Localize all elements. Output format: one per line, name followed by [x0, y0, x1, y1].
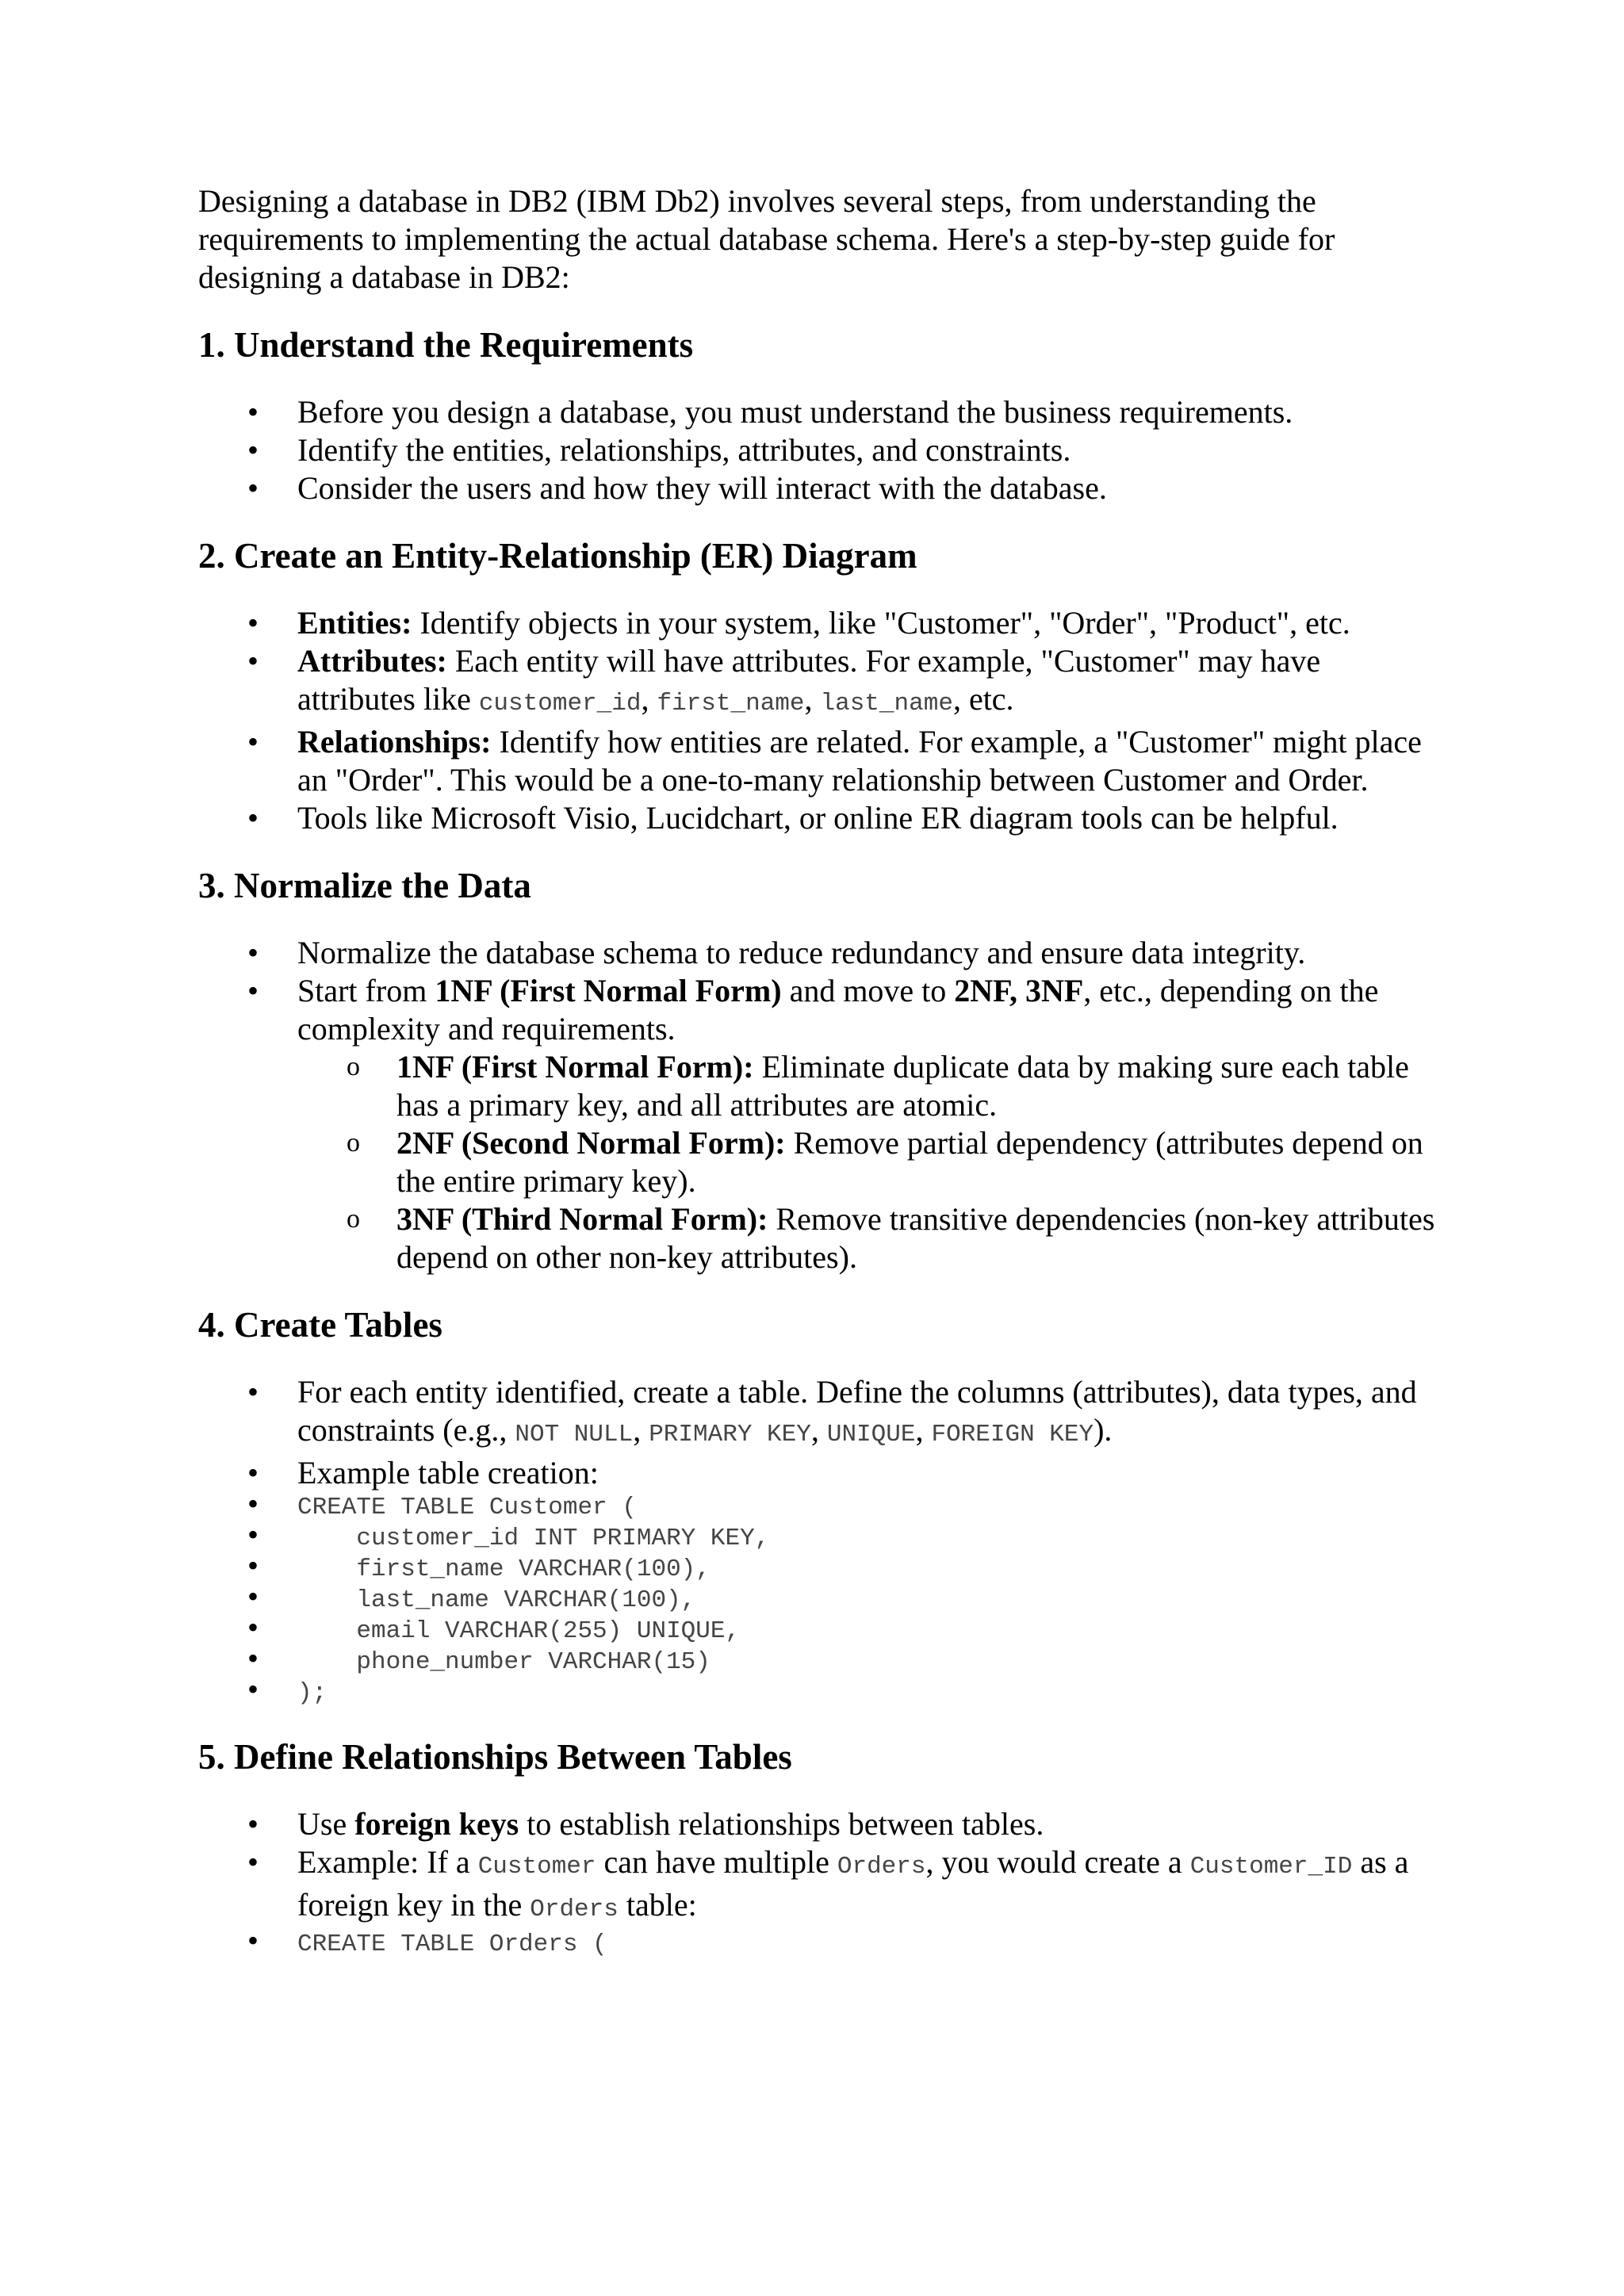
list-item-relationships	[198, 723, 1435, 799]
text-run: Start from	[297, 973, 435, 1008]
spacer	[198, 1778, 1435, 1805]
section-5-heading: 5. Define Relationships Between Tables	[198, 1737, 792, 1777]
attributes-text: Each entity will have attributes. For example, "Customer" may have attributes like	[297, 643, 1321, 717]
code-line: • first_name VARCHAR(100),	[198, 1554, 1435, 1585]
text-run: For each entity identified, create a table. Define the columns (attributes), data types, and constraints (e.g.,	[297, 1374, 1417, 1448]
normal-forms-sublist	[297, 1048, 1435, 1276]
code-foreign-key: FOREIGN KEY	[931, 1421, 1094, 1448]
code-line: • phone_number VARCHAR(15)	[198, 1647, 1435, 1678]
list-item: • Consider the users and how they will interact with the database.	[198, 469, 1435, 507]
code-line: • last_name VARCHAR(100),	[198, 1585, 1435, 1616]
section-3-heading: 3. Normalize the Data	[198, 866, 531, 905]
text-run: and move to	[781, 973, 955, 1008]
nf2-label: 2NF (Second Normal Form):	[396, 1125, 786, 1161]
separator: ,	[804, 681, 821, 717]
spacer	[198, 1346, 1435, 1373]
separator: ,	[915, 1412, 932, 1448]
code-first-name: first_name	[657, 690, 805, 718]
section-2-heading: 2. Create an Entity-Relationship (ER) Diagram	[198, 536, 917, 576]
code-customer-id: customer_id	[478, 690, 642, 718]
code-line: • CREATE TABLE Orders (	[198, 1929, 1435, 1960]
section-2-list	[198, 604, 1435, 837]
document-page	[198, 182, 1435, 1960]
text-run: Example: If a	[297, 1844, 478, 1880]
spacer	[198, 577, 1435, 604]
code-primary-key: PRIMARY KEY	[649, 1421, 811, 1448]
entities-label: Entities:	[297, 605, 412, 641]
section-4-heading: 4. Create Tables	[198, 1305, 442, 1345]
sublist-item-2nf	[297, 1124, 1435, 1200]
relationships-text: Identify how entities are related. For example, a "Customer" might place an "Order". This would be a one-to-many relationship between Customer and Order.	[297, 724, 1422, 798]
nf1-text: Eliminate duplicate data by making sure each table has a primary key, and all attributes are atomic.	[396, 1049, 1409, 1123]
list-item-normal-forms	[198, 972, 1435, 1276]
intro-paragraph: Designing a database in DB2 (IBM Db2) involves several steps, from understanding the requirements to implementing the actual database schema. Here's a step-by-step guide for designing a database in DB2:	[198, 183, 1335, 295]
code-last-name: last_name	[820, 690, 953, 718]
list-item: • Identify the entities, relationships, attributes, and constraints.	[198, 431, 1435, 469]
code-customer: Customer	[477, 1853, 596, 1881]
text-run: as a foreign key in the	[297, 1844, 1409, 1923]
spacer	[198, 507, 1435, 534]
code-customer-id: Customer_ID	[1189, 1853, 1353, 1881]
text-run: to establish relationships between tables.	[519, 1806, 1044, 1842]
separator: ,	[641, 681, 657, 717]
spacer	[198, 1276, 1435, 1303]
code-line: • CREATE TABLE Customer (	[198, 1492, 1435, 1523]
spacer	[198, 1709, 1435, 1735]
code-orders: Orders	[530, 1896, 619, 1923]
nf3-text: Remove transitive dependencies (non-key attributes depend on other non-key attributes).	[396, 1201, 1435, 1275]
list-item: • Example table creation:	[198, 1454, 1435, 1492]
separator: ,	[633, 1412, 649, 1448]
nf2-text: Remove partial dependency (attributes depend on the entire primary key).	[396, 1125, 1423, 1199]
text-run: can have multiple	[596, 1844, 837, 1880]
text-run: , you would create a	[925, 1844, 1190, 1880]
separator: ,	[810, 1412, 827, 1448]
spacer	[198, 297, 1435, 323]
list-item-columns	[198, 1373, 1435, 1454]
text-run: table:	[618, 1887, 697, 1923]
section-1-heading: 1. Understand the Requirements	[198, 325, 694, 365]
text-run: Use	[297, 1806, 355, 1842]
list-item-foreign-keys	[198, 1805, 1435, 1843]
nf3-label: 3NF (Third Normal Form):	[396, 1201, 768, 1237]
list-item-attributes	[198, 642, 1435, 723]
entities-text: Identify objects in your system, like "Customer", "Order", "Product", etc.	[412, 605, 1350, 641]
list-item-example	[198, 1843, 1435, 1929]
section-4-list	[198, 1373, 1435, 1709]
bold-1nf: 1NF (First Normal Form)	[435, 973, 782, 1008]
section-3-list	[198, 934, 1435, 1276]
nf1-label: 1NF (First Normal Form):	[396, 1049, 754, 1085]
section-5-list	[198, 1805, 1435, 1960]
list-item: • Before you design a database, you must understand the business requirements.	[198, 393, 1435, 431]
code-not-null: NOT NULL	[515, 1421, 634, 1448]
text-run: , etc., depending on the complexity and requirements.	[297, 973, 1379, 1047]
sublist-item-3nf	[297, 1200, 1435, 1276]
code-line: • );	[198, 1678, 1435, 1709]
code-line: • customer_id INT PRIMARY KEY,	[198, 1523, 1435, 1554]
code-line: • email VARCHAR(255) UNIQUE,	[198, 1616, 1435, 1647]
text-run: ).	[1094, 1412, 1113, 1448]
bold-2nf-3nf: 2NF, 3NF	[954, 973, 1084, 1008]
code-unique: UNIQUE	[826, 1421, 916, 1448]
list-item-tools: • Tools like Microsoft Visio, Lucidchart, or online ER diagram tools can be helpful.	[198, 799, 1435, 837]
attributes-end: , etc.	[952, 681, 1014, 717]
section-1-list	[198, 393, 1435, 507]
sublist-item-1nf	[297, 1048, 1435, 1124]
bold-foreign-keys: foreign keys	[354, 1806, 519, 1842]
list-item: • Normalize the database schema to reduce redundancy and ensure data integrity.	[198, 934, 1435, 972]
code-orders: Orders	[837, 1853, 926, 1881]
relationships-label: Relationships:	[297, 724, 492, 760]
spacer	[198, 907, 1435, 934]
spacer	[198, 837, 1435, 864]
attributes-label: Attributes:	[297, 643, 447, 679]
list-item-entities	[198, 604, 1435, 642]
spacer	[198, 366, 1435, 393]
